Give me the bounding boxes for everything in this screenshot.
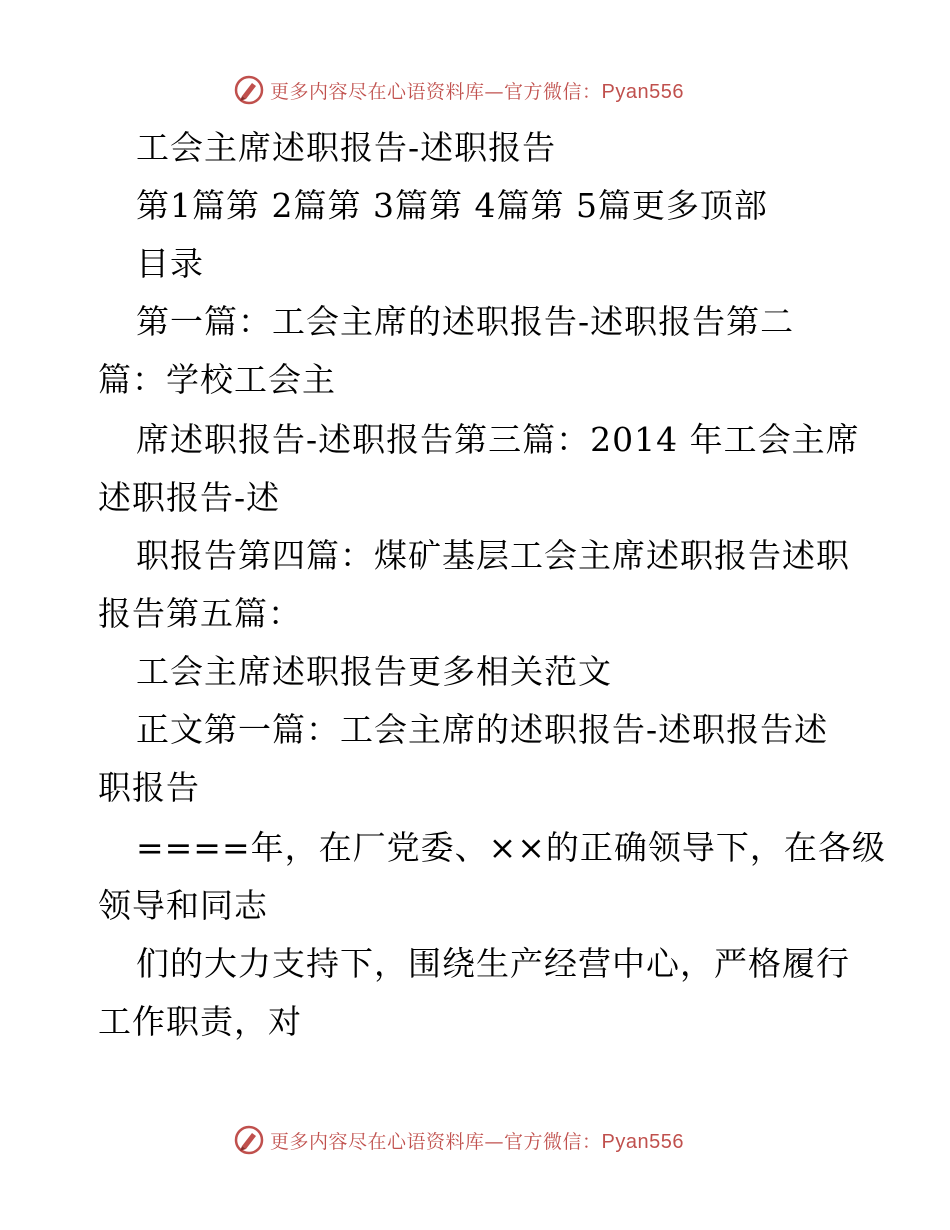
doc-line: 工作职责，对 (98, 1002, 302, 1041)
watermark-text: 更多内容尽在心语资料库—官方微信：Pyan556 (270, 80, 684, 103)
doc-line: 第一篇：工会主席的述职报告-述职报告第二 (136, 302, 795, 341)
header-watermark (234, 73, 684, 107)
doc-line: 们的大力支持下，围绕生产经营中心，严格履行 (136, 944, 850, 983)
doc-line: 席述职报告-述职报告第三篇：2014 年工会主席 (136, 420, 860, 459)
doc-line: 职报告 (98, 768, 200, 807)
watermark-wechat-id: Pyan556 (601, 1130, 684, 1153)
doc-line: 第1篇第 2篇第 3篇第 4篇第 5篇更多顶部 (136, 186, 768, 225)
doc-line: 报告第五篇： (98, 594, 302, 633)
doc-line: 述职报告-述 (98, 478, 281, 517)
footer-watermark (234, 1123, 684, 1157)
pen-logo-icon (234, 1125, 264, 1155)
watermark-wechat-id: Pyan556 (601, 80, 684, 103)
doc-line: 工会主席述职报告更多相关范文 (136, 652, 612, 691)
doc-line: 篇：学校工会主 (98, 360, 336, 399)
doc-line: 正文第一篇：工会主席的述职报告-述职报告述 (136, 710, 829, 749)
pen-logo-icon (234, 75, 264, 105)
watermark-text: 更多内容尽在心语资料库—官方微信：Pyan556 (270, 1130, 684, 1153)
doc-line: ====年，在厂党委、××的正确领导下，在各级 (136, 828, 886, 867)
doc-line: 目录 (136, 244, 204, 283)
doc-line: 职报告第四篇：煤矿基层工会主席述职报告述职 (136, 536, 850, 575)
doc-title: 工会主席述职报告-述职报告 (136, 128, 557, 167)
doc-line: 领导和同志 (98, 886, 268, 925)
